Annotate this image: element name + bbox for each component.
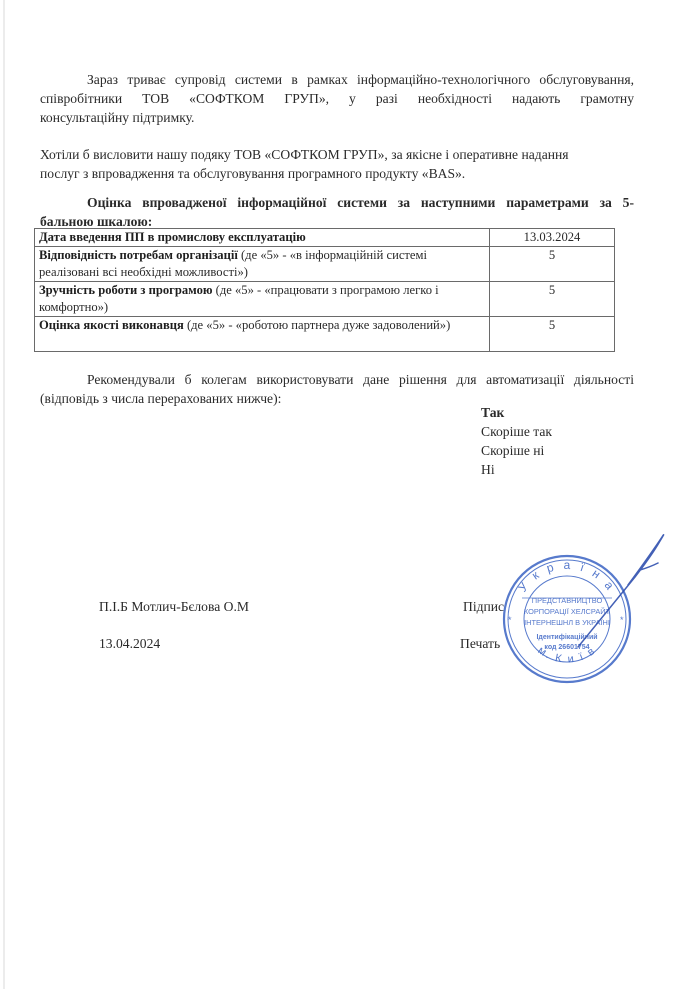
text-line: Оцінка впровадженої інформаційної системи за наступними параметрами за 5- [87,195,634,210]
parameter-title: Дата введення ПП в промислову експлуатацію [39,230,306,244]
stamp-bottom-arc: м. К и ї в [535,644,599,666]
value-cell: 5 [490,317,615,352]
value-cell: 13.03.2024 [490,229,615,247]
recommendation-options [481,403,552,479]
parameter-note: (де «5» - «в інформаційній системі реалізовані всі необхідні можливості») [39,248,427,279]
stamp-line: Ідентифікаційний [536,634,598,641]
text-line: Рекомендували б колегам використовувати дане рішення для автоматизації діяльності [87,372,634,387]
signer-name: П.І.Б Мотлич-Бєлова О.М [99,599,249,614]
text-line: бальною шкалою: [40,214,153,229]
parameter-cell [35,317,490,352]
stamp-line: ІНТЕРНЕШНЛ В УКРАЇНІ [524,618,610,627]
signature-date: 13.04.2024 [99,636,161,651]
stamp-line: код 26601754 [544,644,590,651]
table-row [35,282,615,317]
text-line: співробітники ТОВ «СОФТКОМ ГРУП», у разі необхідності надають грамотну [40,91,634,106]
text-line: послуг з впровадження та обслуговування програмного продукту «BAS». [40,166,466,181]
stamp-line: КОРПОРАЦІЇ ХЕЛСРАЙТ [523,607,611,616]
table-row [35,317,615,352]
stamp-line: ПРЕДСТАВНИЦТВО [531,596,603,605]
handwritten-signature-icon [540,525,680,665]
option-rather-no: Скоріше ні [481,443,545,458]
text-line: (відповідь з числа перерахованих нижче): [40,391,282,406]
text-line: консультаційну підтримку. [40,110,195,125]
scan-edge [3,0,5,989]
parameter-title: Відповідність потребам організації [39,248,238,262]
thanks-paragraph [40,145,634,183]
option-no: Ні [481,462,495,477]
support-paragraph [40,70,634,127]
option-yes: Так [481,405,505,420]
signature-label: Підпис [463,599,505,614]
option-rather-yes: Скоріше так [481,424,552,439]
rating-heading [40,193,634,231]
value-cell: 5 [490,282,615,317]
table-row [35,229,615,247]
table-row [35,247,615,282]
parameter-note: (де «5» - «роботою партнера дуже задоволений») [183,318,451,332]
text-line: Зараз триває супровід системи в рамках інформаційно-технологічного обслуговування, [87,72,634,87]
value-cell: 5 [490,247,615,282]
parameter-title: Оцінка якості виконавця [39,318,184,332]
parameter-note: (де «5» - «працювати з програмою легко і комфортно») [39,283,439,314]
stamp-label: Печать [460,636,501,651]
parameter-cell [35,247,490,282]
text-line: Хотіли б висловити нашу подяку ТОВ «СОФТКОМ ГРУП», за якісне і оперативне надання [40,147,569,162]
stamp-top-arc: У к р а ї н а [515,557,619,595]
parameter-cell [35,229,490,247]
svg-text:*: * [620,615,624,625]
parameter-cell [35,282,490,317]
parameter-title: Зручність роботи з програмою [39,283,213,297]
rating-table [34,228,615,352]
svg-text:*: * [508,615,512,625]
